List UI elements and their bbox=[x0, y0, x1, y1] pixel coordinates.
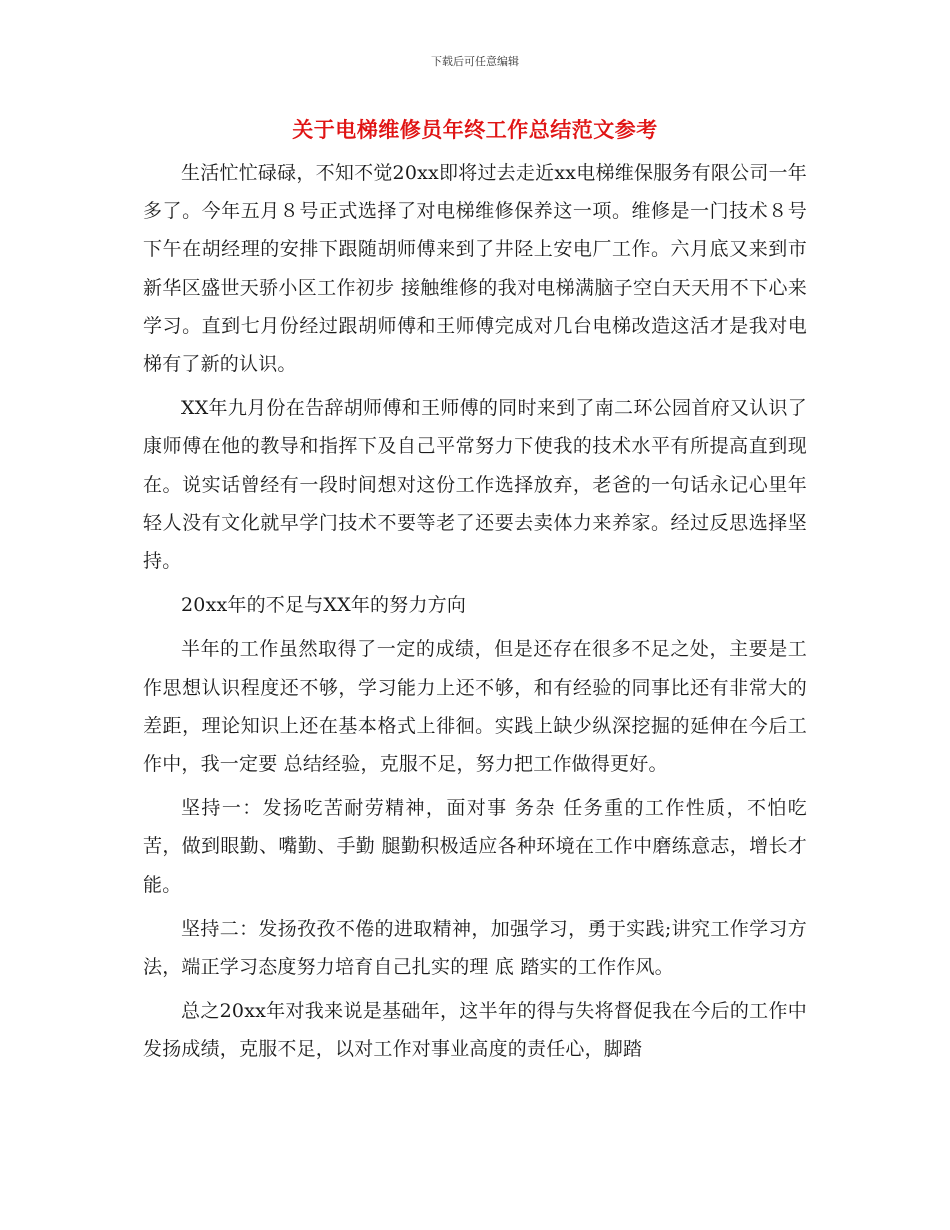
paragraph: 坚持二：发扬孜孜不倦的进取精神，加强学习，勇于实践;讲究工作学习方法，端正学习态度努力培育自己扎实的理 底 踏实的工作作风。 bbox=[143, 917, 807, 979]
header-note: 下载后可任意编辑 bbox=[431, 55, 519, 68]
paragraph: 半年的工作虽然取得了一定的成绩，但是还存在很多不足之处，主要是工作思想认识程度还不够，学习能力上还不够，和有经验的同事比还有非常大的差距，理论知识上还在基本格式上徘徊。实践上缺少纵深挖掘的延伸在今后工作中，我一定要 总结经验，克服不足，努力把工作做得更好。 bbox=[143, 638, 807, 776]
paragraph: XX年九月份在告辞胡师傅和王师傅的同时来到了南二环公园首府又认识了康师傅在他的教导和指挥下及自己平常努力下使我的技术水平有所提高直到现在。说实话曾经有一段时间想对这份工作选择放弃，老爸的一句话永记心里年轻人没有文化就早学门技术不要等老了还要去卖体力来养家。经过反思选择坚持。 bbox=[143, 397, 807, 573]
paragraph: 总之20xx年对我来说是基础年，这半年的得与失将督促我在今后的工作中发扬成绩，克服不足，以对工作对事业高度的责任心，脚踏 bbox=[143, 1000, 807, 1061]
paragraph: 生活忙忙碌碌，不知不觉20xx即将过去走近xx电梯维保服务有限公司一年多了。今年五月８号正式选择了对电梯维修保养这一项。维修是一门技术８号下午在胡经理的安排下跟随胡师傅来到了井陉上安电厂工作。六月底又来到市新华区盛世天骄小区工作初步 接触维修的我对电梯满脑子空白天天用不下心来学习。直到七月份经过跟胡师傅和王师傅完成对几台电梯改造这活才是我对电梯有了新的认识。 bbox=[143, 162, 807, 376]
section-heading: 20xx年的不足与XX年的努力方向 bbox=[181, 594, 467, 617]
document-body bbox=[143, 154, 807, 1075]
paragraph: 坚持一：发扬吃苦耐劳精神，面对事 务杂 任务重的工作性质，不怕吃苦，做到眼勤、嘴勤、手勤 腿勤积极适应各种环境在工作中磨练意志，增长才能。 bbox=[143, 797, 807, 896]
document-title: 关于电梯维修员年终工作总结范文参考 bbox=[292, 118, 658, 142]
